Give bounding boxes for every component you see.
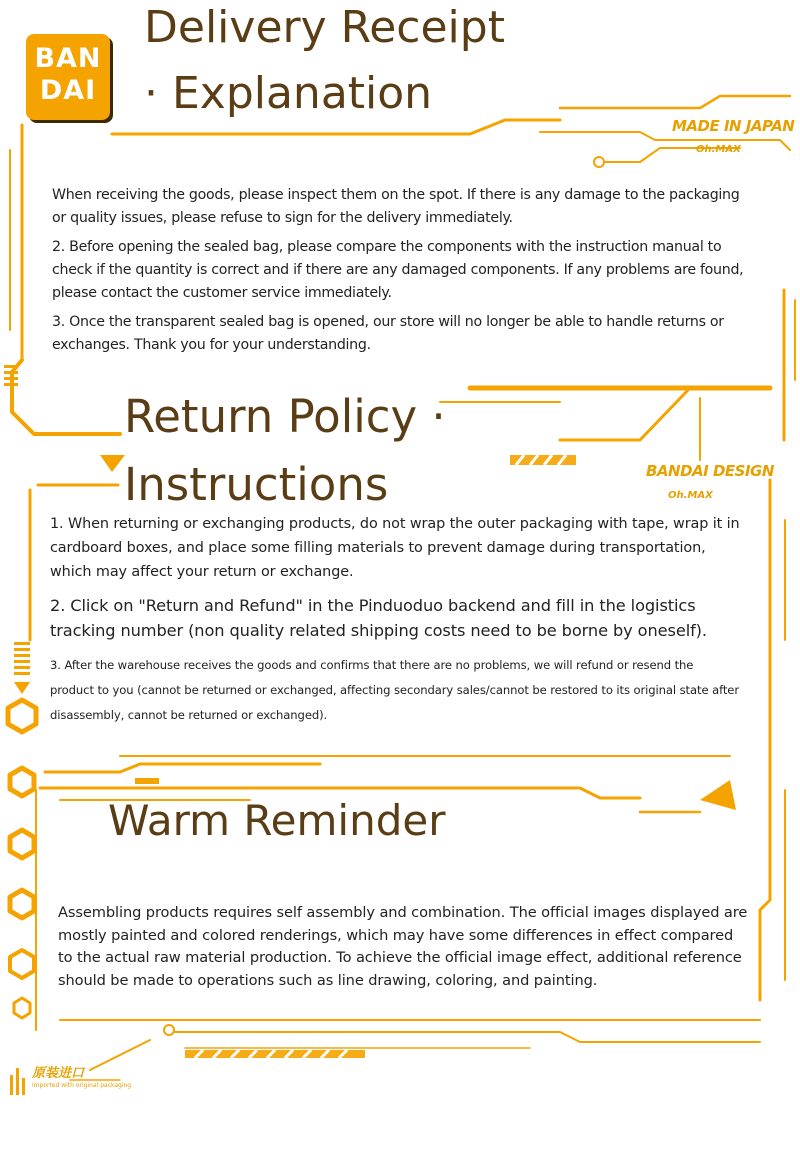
delivery-title-line-1: Delivery Receipt: [144, 2, 505, 53]
delivery-title-line-2: · Explanation: [144, 68, 433, 119]
returns-title-line-1: Return Policy ·: [124, 390, 446, 443]
delivery-item-3: 3. Once the transparent sealed bag is opened, our store will no longer be able to handle returns or exchanges. Thank you for your understanding.: [52, 314, 724, 353]
reminder-body: [58, 902, 748, 992]
delivery-item-2: 2. Before opening the sealed bag, please compare the components with the instruction manual to check if the quantity is correct and if there are any damaged components. If any problems are found, please contact the customer service immediately.: [52, 239, 744, 301]
logo-line-1: BAN: [34, 43, 102, 74]
original-import-sub: imported with original packaging: [32, 1082, 132, 1089]
bandai-logo: [26, 34, 110, 120]
made-in-japan-badge: MADE IN JAPAN: [672, 117, 795, 135]
bandai-design-badge: BANDAI DESIGN: [646, 462, 774, 480]
reminder-title: Warm Reminder: [108, 796, 446, 845]
return-item-2: 2. Click on "Return and Refund" in the Pinduoduo backend and fill in the logistics tracking number (non quality related shipping costs need to be borne by oneself).: [50, 596, 707, 640]
return-instructions: [50, 512, 740, 738]
reminder-text: Assembling products requires self assembly and combination. The official images displayed are mostly painted and colored renderings, which may have some differences in effect compared to the actual raw material production. To achieve the official image effect, additional reference should be made to operations such as line drawing, coloring, and painting.: [58, 904, 748, 989]
delivery-instructions: [52, 184, 752, 363]
made-in-japan-sub: Oh.MAX: [696, 144, 741, 155]
return-item-1: 1. When returning or exchanging products, do not wrap the outer packaging with tape, wrap it in cardboard boxes, and place some filling materials to prevent damage during transportation, which may affect your return or exchange.: [50, 516, 740, 580]
logo-line-2: DAI: [39, 75, 97, 106]
return-item-3: 3. After the warehouse receives the goods and confirms that there are no problems, we will refund or resend the product to you (cannot be returned or exchanged, affecting secondary sales/cannot be restored to its original state after disassembly, cannot be returned or exchanged).: [50, 658, 739, 722]
returns-title-line-2: Instructions: [124, 458, 389, 511]
delivery-item-1: When receiving the goods, please inspect them on the spot. If there is any damage to the packaging or quality issues, please refuse to sign for the delivery immediately.: [52, 187, 740, 226]
original-import-mark: 原装进口: [32, 1066, 85, 1081]
bandai-design-sub: Oh.MAX: [668, 490, 713, 501]
